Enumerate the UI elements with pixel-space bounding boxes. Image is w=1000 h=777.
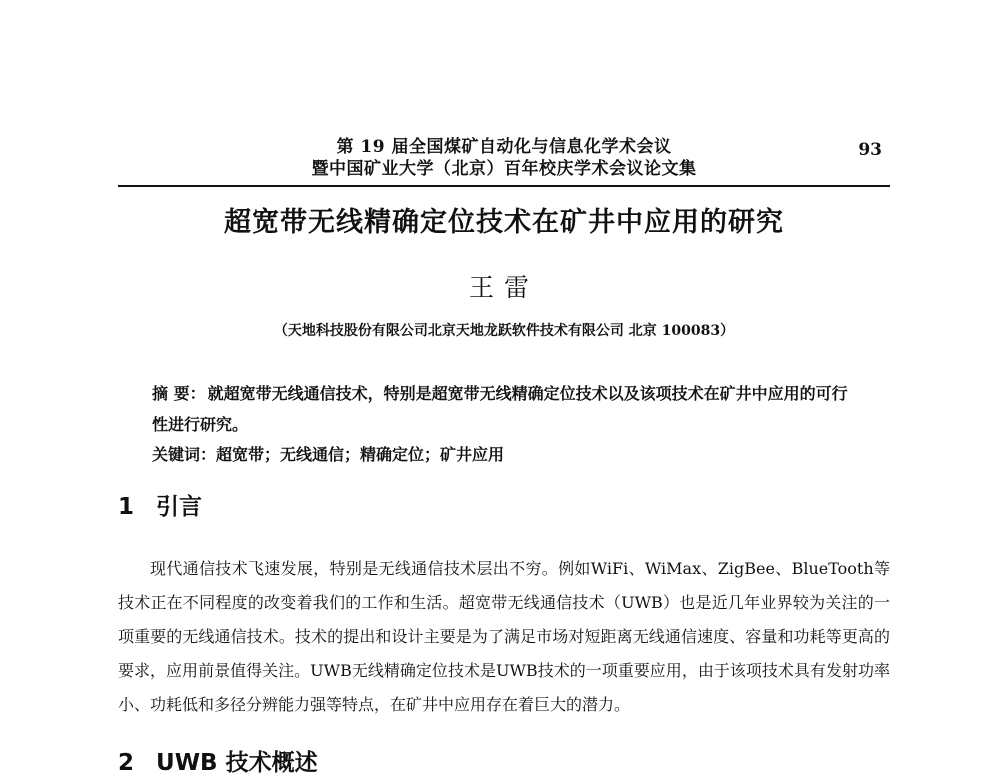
paper-title: 超宽带无线精确定位技术在矿井中应用的研究 [224,207,784,238]
keywords [152,442,857,465]
header-rule [118,185,890,187]
page-number: 93 [858,140,882,160]
section-heading-introduction [118,488,202,521]
introduction-paragraph: 现代通信技术飞速发展，特别是无线通信技术层出不穷。例如WiFi、WiMax、ZigBee、BlueTooth等技术正在不同程度的改变着我们的工作和生活。超宽带无线通信技术（UWB）也是近几年业界较为关注的一项重要的无线通信技术。技术的提出和设计主要是为了满足市场对短距离无线通信速度、容量和功耗等更高的要求，应用前景值得关注。UWB无线精确定位技术是UWB技术的一项重要应用，由于该项技术具有发射功率小、功耗低和多径分辨能力强等特点，在矿井中应用存在着巨大的潜力。 [118,559,890,714]
abstract-text: 就超宽带无线通信技术，特别是超宽带无线精确定位技术以及该项技术在矿井中应用的可行性进行研究。 [152,384,848,434]
section-number: 2 [118,750,135,776]
conference-header-line2: 暨中国矿业大学（北京）百年校庆学术会议论文集 [311,159,697,179]
conference-header-line1: 第 19 届全国煤矿自动化与信息化学术会议 [336,137,672,157]
author-name: 王雷 [468,273,539,302]
conference-header [118,136,890,180]
section-number: 1 [118,494,135,520]
keywords-label: 关键词： [152,445,217,464]
section-title: 引言 [156,494,203,520]
section-title: UWB 技术概述 [156,750,318,776]
section-heading-uwb-overview [118,744,318,777]
abstract-label: 摘 要： [152,384,206,403]
author-affiliation: （天地科技股份有限公司北京天地龙跃软件技术有限公司 北京 100083） [273,323,735,339]
abstract [152,378,857,440]
keywords-text: 超宽带；无线通信；精确定位；矿井应用 [216,445,505,464]
